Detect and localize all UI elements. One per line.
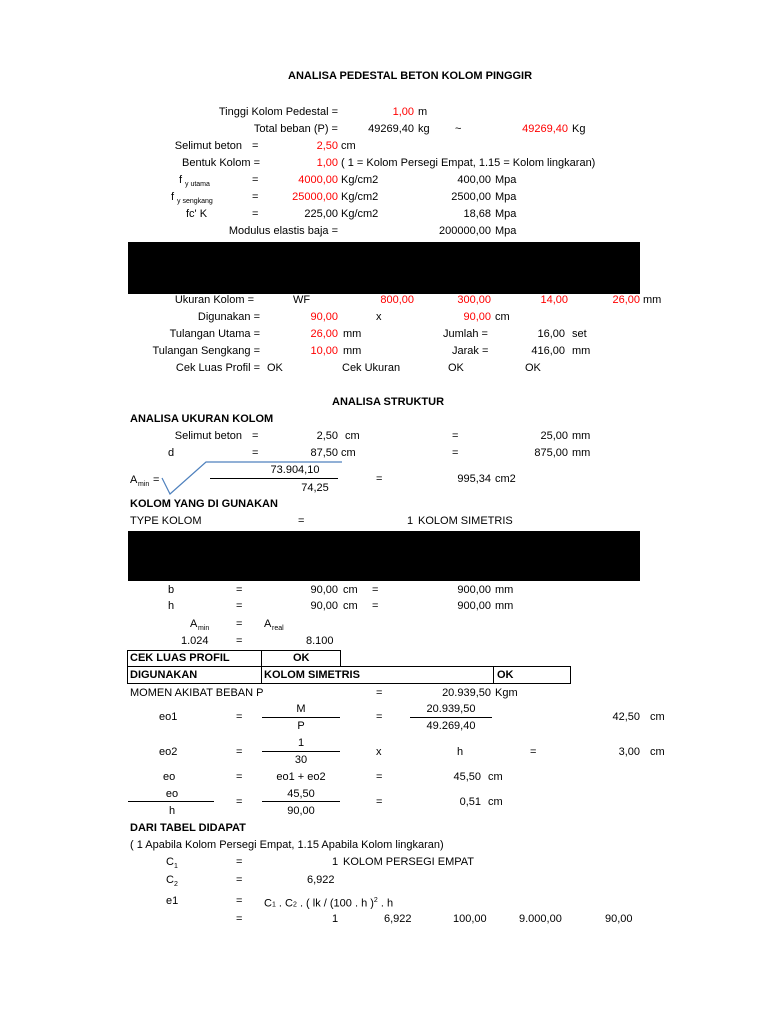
ukuran-unit: mm [643,294,662,306]
digunakan-label: Digunakan = [197,311,260,323]
beban-label: Total beban (P) = [253,123,338,135]
bentuk-note: ( 1 = Kolom Persegi Empat, 1.15 = Kolom lingkaran) [341,157,596,169]
e1-r4: 9.000,00 [519,913,562,925]
tinggi-unit: m [418,106,428,118]
amin-sub: min [138,481,150,488]
tul-utama-value: 26,00 [310,328,338,340]
type-kolom-eq: = [298,515,305,527]
eo-h-top: eo [165,788,179,800]
h-cm: 90,00 [310,600,338,612]
s-selimut-eq: = [252,430,259,442]
tul-utama-label: Tulangan Utama = [169,328,260,340]
kolom-digunakan-title: KOLOM YANG DI GUNAKAN [130,498,278,510]
fy-sengkang-unit2: Mpa [495,191,517,203]
redacted-block-1 [128,242,640,294]
b-cm-unit: cm [343,584,358,596]
fy-sengkang-unit: Kg/cm2 [341,191,379,203]
tabel-title: DARI TABEL DIDAPAT [130,822,246,834]
fc-value: 225,00 [304,208,338,220]
beban-value2: 49269,40 [522,123,568,135]
jarak-value: 416,00 [531,345,565,357]
e1-row-eq: = [236,913,243,925]
amin-value: 1.024 [181,635,209,647]
eo-h-fraction-bar [128,801,214,802]
type-kolom-num: 1 [407,515,414,527]
modulus-unit: Mpa [495,225,517,237]
e1-r1: 1 [332,913,339,925]
jarak-label: Jarak = [452,345,489,357]
c1-value: KOLOM PERSEGI EMPAT [343,856,475,868]
eo1-unit: cm [650,711,665,723]
eo2-eq2: = [530,746,537,758]
e1-formula [264,894,393,913]
fc-label: fc' K [186,208,208,220]
fc-unit: Kg/cm2 [341,208,379,220]
h-eq: = [236,600,243,612]
eo-label: eo [163,771,176,783]
eo1-P: P [297,720,305,732]
h-eq2: = [372,600,379,612]
e1-label: e1 [166,895,179,907]
cek-ukuran-label: Cek Ukuran [342,362,401,374]
fc-eq: = [252,208,259,220]
amin-numerator: 73.904,10 [270,464,320,476]
d-eq2: = [452,447,459,459]
eo2-eq: = [236,746,243,758]
eo2-h: h [457,746,464,758]
eo2-result: 3,00 [618,746,640,758]
eo1-fraction-bar [262,717,340,718]
selimut-label: Selimut beton [174,140,242,152]
cek-luas-label: CEK LUAS PROFIL [130,652,230,664]
tinggi-label: Tinggi Kolom Pedestal = [218,106,338,118]
momen-value: 20.939,50 [442,687,491,699]
e1-r5: 90,00 [605,913,633,925]
ukuran-type: WF [293,294,311,306]
digunakan-struktur-ok: OK [497,669,514,681]
beban-tilde: ~ [455,123,462,135]
digunakan-v1: 90,00 [310,311,338,323]
bentuk-label: Bentuk Kolom = [182,157,260,169]
e1-r3: 100,00 [453,913,487,925]
c1-num: 1 [332,856,339,868]
c2-value: 6,922 [307,874,335,886]
eo1-label: eo1 [159,711,178,723]
modulus-value: 200000,00 [439,225,491,237]
fy-sengkang-f: f [171,191,175,203]
eo2-fraction-bar [262,751,340,752]
fy-sengkang-value2: 2500,00 [451,191,491,203]
compare-eq2: = [236,635,243,647]
selimut-unit: cm [341,140,356,152]
eo-h-numerator: 45,50 [287,788,315,800]
b-mm-unit: mm [495,584,514,596]
eo1-eq: = [236,711,243,723]
s-selimut-cm: 2,50 [316,430,338,442]
b-label: b [168,584,175,596]
ukuran-label: Ukuran Kolom = [174,294,254,306]
fy-utama-value: 4000,00 [298,174,338,186]
e1-eq: = [236,895,243,907]
d-eq: = [252,447,259,459]
page-title: ANALISA PEDESTAL BETON KOLOM PINGGIR [288,70,533,82]
amin-denominator: 74,25 [301,482,329,494]
eo1-denominator: 49.269,40 [426,720,476,732]
fc-unit2: Mpa [495,208,517,220]
b-cm: 90,00 [310,584,338,596]
compare-areal-sub: real [272,625,284,632]
fy-utama-f: f [179,174,183,186]
c2-eq: = [236,874,243,886]
eo1-eq2: = [376,711,383,723]
e1-formula-sub2: 2 [292,901,297,909]
s-selimut-cm-unit: cm [345,430,360,442]
cek-luas-ok: OK [293,652,310,664]
eo1-numerator: 20.939,50 [426,703,476,715]
compare-areal-A: A [264,618,272,630]
fy-utama-eq: = [252,174,259,186]
digunakan-unit: cm [495,311,510,323]
eo-eq: = [236,771,243,783]
fy-utama-unit: Kg/cm2 [341,174,379,186]
areal-value: 8.100 [306,635,334,647]
eo2-label: eo2 [159,746,178,758]
e1-formula-lk: . ( lk / (100 . h ) [296,897,374,910]
fy-sengkang-sub: y sengkang [177,198,213,205]
jumlah-value: 16,00 [537,328,565,340]
c1-eq: = [236,856,243,868]
fy-utama-sub: y utama [185,181,210,188]
amin-fraction-bar [210,478,338,479]
momen-unit: Kgm [495,687,518,699]
jarak-unit: mm [572,345,591,357]
eo2-unit: cm [650,746,665,758]
jumlah-label: Jumlah = [443,328,488,340]
cek-luas-profil-label: Cek Luas Profil = [175,362,260,374]
amin-eq: = [153,474,160,486]
eo-h-unit: cm [488,796,503,808]
h-cm-unit: cm [343,600,358,612]
eo-h-eq: = [236,796,243,808]
eo-result: 45,50 [453,771,481,783]
cek-ukuran-value: OK [448,362,464,374]
compare-amin-sub: min [198,625,210,632]
d-cm: 87,50 [310,447,338,459]
eo-h-value-fraction-bar [262,801,340,802]
struktur-title: ANALISA STRUKTUR [332,396,445,408]
momen-label: MOMEN AKIBAT BEBAN P [130,687,264,699]
e1-formula-sup: 2 [373,897,378,904]
eo-h-bottom: h [168,805,176,817]
tinggi-value: 1,00 [392,106,414,118]
d-mm-unit: mm [572,447,591,459]
fc-value2: 18,68 [463,208,491,220]
c1-label: C [166,856,174,868]
compare-amin-A: A [190,618,198,630]
ukuran-v4: 26,00 [612,294,640,306]
momen-eq: = [376,687,383,699]
eo-h-eq2: = [376,796,383,808]
eo-unit: cm [488,771,503,783]
digunakan-x: x [376,311,382,323]
tul-sengkang-unit: mm [343,345,362,357]
fy-sengkang-value: 25000,00 [292,191,338,203]
tul-sengkang-label: Tulangan Sengkang = [152,345,260,357]
s-selimut-mm: 25,00 [540,430,568,442]
digunakan-struktur-value: KOLOM SIMETRIS [264,669,360,681]
eo1-value-fraction-bar [410,717,492,718]
eo-eq2: = [376,771,383,783]
amin-result: 995,34 [457,473,491,485]
eo1-M: M [296,703,306,715]
eo2-one: 1 [297,737,305,749]
h-label: h [168,600,175,612]
digunakan-struktur-label: DIGUNAKAN [130,669,198,681]
c2-sub: 2 [174,881,178,888]
beban-unit: kg [418,123,430,135]
c1-sub: 1 [174,863,178,870]
beban-unit2: Kg [572,123,586,135]
e1-formula-c: C [264,897,272,910]
d-mm: 875,00 [534,447,568,459]
b-mm: 900,00 [457,584,491,596]
type-kolom-name: KOLOM SIMETRIS [418,515,513,527]
amin-A: A [130,474,138,486]
c2-label: C [166,874,174,886]
eo1-result: 42,50 [612,711,640,723]
beban-value: 49269,40 [368,123,414,135]
amin-eq2: = [376,473,383,485]
tul-utama-unit: mm [343,328,362,340]
h-mm-unit: mm [495,600,514,612]
e1-formula-c2: . C [275,897,293,910]
fy-sengkang-eq: = [252,191,259,203]
digunakan-v2: 90,00 [463,311,491,323]
tabel-note: ( 1 Apabila Kolom Persegi Empat, 1.15 Apabila Kolom lingkaran) [130,839,444,851]
s-selimut-label: Selimut beton [174,430,242,442]
ukuran-v2: 300,00 [457,294,491,306]
fy-utama-unit2: Mpa [495,174,517,186]
ukuran-v1: 800,00 [380,294,414,306]
selimut-eq: = [252,140,259,152]
s-selimut-mm-unit: mm [572,430,591,442]
h-mm: 900,00 [457,600,491,612]
eo-formula: eo1 + eo2 [276,771,326,783]
analisa-ukuran-title: ANALISA UKURAN KOLOM [130,413,274,425]
b-eq2: = [372,584,379,596]
eo-h-denominator: 90,00 [287,805,315,817]
cek-ok-3: OK [525,362,541,374]
e1-r2: 6,922 [384,913,412,925]
fy-utama-value2: 400,00 [457,174,491,186]
bentuk-value: 1,00 [316,157,338,169]
redacted-block-2 [128,531,640,581]
s-selimut-eq2: = [452,430,459,442]
e1-formula-sub1: 1 [271,901,276,909]
eo2-thirty: 30 [294,754,308,766]
modulus-label: Modulus elastis baja = [228,225,338,237]
cek-luas-profil-value: OK [267,362,283,374]
selimut-value: 2,50 [316,140,338,152]
b-eq: = [236,584,243,596]
e1-formula-h: . h [377,897,394,910]
eo-h-result: 0,51 [459,796,481,808]
jumlah-unit: set [572,328,587,340]
ukuran-v3: 14,00 [540,294,568,306]
compare-eq: = [236,618,243,630]
tul-sengkang-value: 10,00 [310,345,338,357]
d-cm-unit: cm [341,447,356,459]
type-kolom-label: TYPE KOLOM [130,515,202,527]
amin-unit: cm2 [495,473,516,485]
d-label: d [168,447,175,459]
eo2-x: x [376,746,382,758]
